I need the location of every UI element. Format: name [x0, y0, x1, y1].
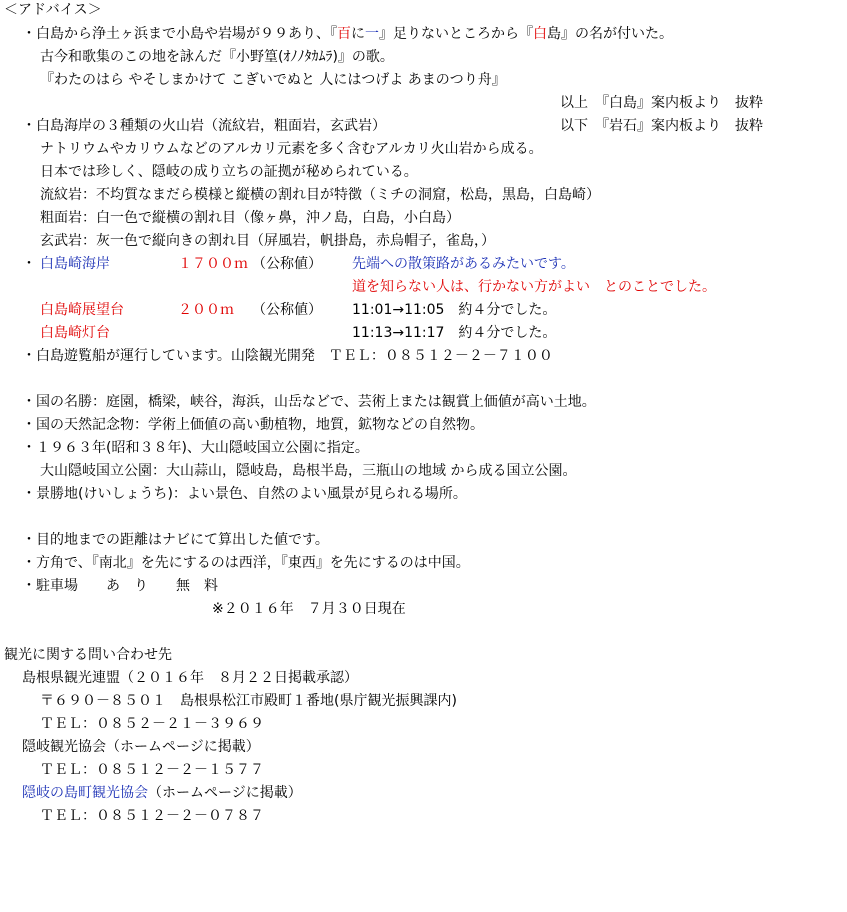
bullet-coast: ・	[22, 256, 36, 272]
shiro-char: 白	[533, 26, 547, 42]
ichi-char: 一	[365, 26, 379, 42]
keisho-line: ・景勝地(けいしょうち)：よい景色、自然のよい風景が見られる場所。	[22, 486, 467, 502]
source-rocks: 以下 『岩石』案内板より 抜粋	[560, 118, 763, 134]
okinoshima-name: 隠岐の島町観光協会	[22, 785, 148, 801]
boat-line: ・白島遊覧船が運行しています。山陰観光開発 ＴＥＬ：０８５１２－２－７１００	[22, 348, 553, 364]
hyaku-char: 百	[337, 26, 351, 42]
oki-name: 隠岐観光協会（ホームページに掲載）	[22, 739, 260, 755]
lighthouse-name: 白島崎灯台	[40, 325, 110, 341]
coast-distance: １７００ｍ	[178, 256, 248, 272]
shimane-tel: ＴＥＬ：０８５２－２１－３９６９	[40, 716, 264, 732]
source-shirashima: 以上 『白島』案内板より 抜粋	[560, 95, 763, 111]
kokinshu-line: 古今和歌集のこの地を詠んだ『小野篁(ｵﾉﾉﾀｶﾑﾗ)』の歌。	[40, 49, 394, 65]
rocks-title: ・白島海岸の３種類の火山岩（流紋岩，粗面岩，玄武岩）	[22, 118, 386, 134]
okinoshima-note: （ホームページに掲載）	[148, 785, 302, 801]
shimane-address: 〒６９０－８５０１ 島根県松江市殿町１番地(県庁観光振興課内)	[40, 693, 457, 709]
parking-note: ・駐車場 あ り 無 料	[22, 578, 218, 594]
okinoshima-tel: ＴＥＬ：０８５１２－２－０７８７	[40, 808, 264, 824]
park-designation-line: ・１９６３年(昭和３８年)、大山隠岐国立公園に指定。	[22, 440, 369, 456]
lighthouse-time: 11:13→11:17 約４分でした。	[352, 325, 557, 341]
distance-note: ・目的地までの距離はナビにて算出した値です。	[22, 532, 329, 548]
rocks-rarity: 日本では珍しく、隠岐の成り立ちの証拠が秘められている。	[40, 164, 418, 180]
rhyolite-line: 流紋岩：不均質なまだら模様と縦横の割れ目が特徴（ミチの洞窟，松島，黒島，白島崎）	[40, 187, 600, 203]
date-note: ※２０１６年 ７月３０日現在	[212, 601, 406, 617]
meisho-line: ・国の名勝：庭園，橋梁，峡谷，海浜，山岳などで、芸術上または観賞上価値が高い土地。	[22, 394, 596, 410]
rocks-composition: ナトリウムやカリウムなどのアルカリ元素を多く含むアルカリ火山岩から成る。	[40, 141, 543, 157]
park-area-line: 大山隠岐国立公園：大山蒜山，隠岐島，島根半島，三瓶山の地域 から成る国立公園。	[40, 463, 577, 479]
direction-note: ・方角で、『南北』を先にするのは西洋，『東西』を先にするのは中国。	[22, 555, 470, 571]
shimane-name: 島根県観光連盟（２０１６年 ８月２２日掲載承認）	[22, 670, 358, 686]
observatory-name: 白島崎展望台	[40, 302, 124, 318]
coast-warning: 道を知らない人は、行かない方がよい とのことでした。	[352, 279, 716, 295]
poem-line: 『わたのはら やそしまかけて こぎいでぬと 人にはつげよ あまのつり舟』	[40, 72, 506, 88]
contacts-title: 観光に関する問い合わせ先	[4, 647, 172, 663]
observatory-time: 11:01→11:05 約４分でした。	[352, 302, 557, 318]
coast-unit: （公称値）	[252, 256, 322, 272]
trachyte-line: 粗面岩：白一色で縦横の割れ目（像ヶ鼻，沖ノ島，白島，小白島）	[40, 210, 460, 226]
tennen-line: ・国の天然記念物：学術上価値の高い動植物，地質，鉱物などの自然物。	[22, 417, 484, 433]
okinoshima-line	[22, 785, 302, 801]
observatory-unit: （公称値）	[252, 302, 322, 318]
basalt-line: 玄武岩：灰一色で縦向きの割れ目（屏風岩，帆掛島，赤烏帽子，雀島，）	[40, 233, 495, 249]
advice-title: ＜アドバイス＞	[4, 2, 102, 18]
coast-note: 先端への散策路があるみたいです。	[352, 256, 575, 272]
shirashima-origin-line: ・白島から浄土ヶ浜まで小島や岩場が９９あり、『百に一』足りないところから『白島』の名が付いた。	[22, 26, 673, 42]
observatory-distance: ２００ｍ	[178, 302, 234, 318]
coast-name: 白島崎海岸	[40, 256, 110, 272]
oki-tel: ＴＥＬ：０８５１２－２－１５７７	[40, 762, 264, 778]
